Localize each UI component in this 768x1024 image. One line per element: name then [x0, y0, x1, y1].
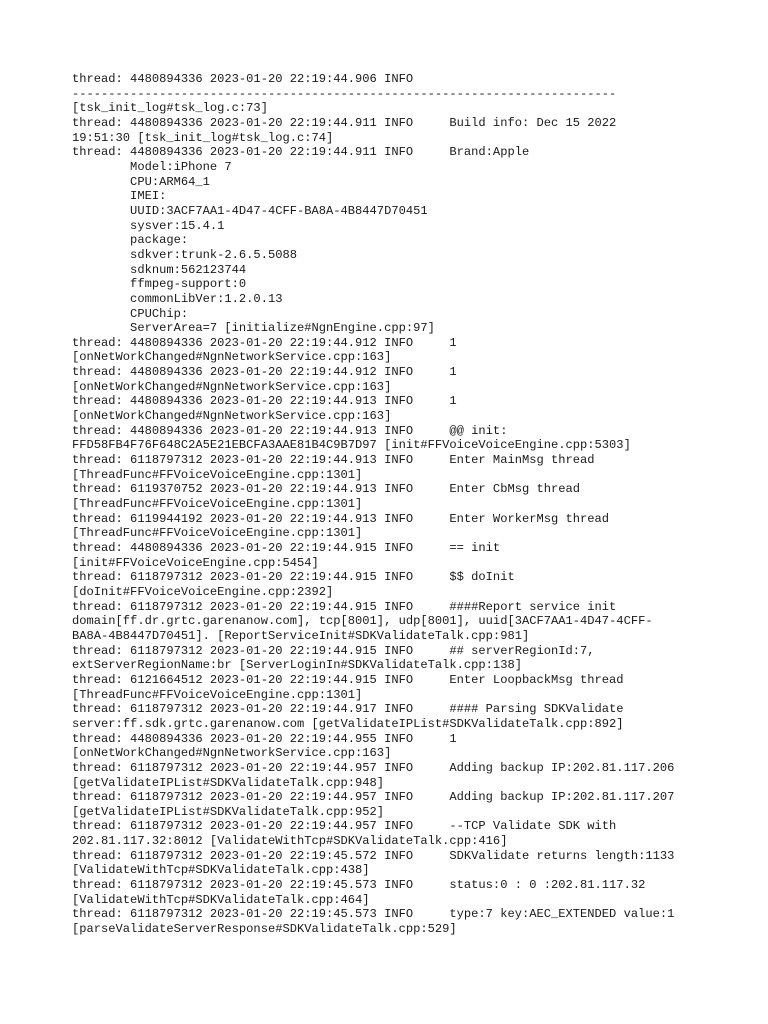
log-line: thread: 6118797312 2023-01-20 22:19:45.573 INFO status:0 : 0 :202.81.117.32 — [72, 878, 646, 893]
log-line: [tsk_init_log#tsk_log.c:73] — [72, 101, 268, 116]
log-line: [getValidateIPList#SDKValidateTalk.cpp:952] — [72, 804, 385, 819]
log-line: thread: 6118797312 2023-01-20 22:19:44.957 INFO Adding backup IP:202.81.117.206 — [72, 760, 675, 775]
log-line: thread: 6118797312 2023-01-20 22:19:44.915 INFO ####Report service init — [72, 599, 617, 614]
log-line: thread: 4480894336 2023-01-20 22:19:44.955 INFO 1 — [72, 731, 457, 746]
log-line: thread: 6118797312 2023-01-20 22:19:44.915 INFO $$ doInit — [72, 570, 515, 585]
log-line: --------------------------------------------------------------------------- — [72, 86, 617, 101]
log-line: FFD58FB4F76F648C2A5E21EBCFA3AAE81B4C9B7D97 [init#FFVoiceVoiceEngine.cpp:5303] — [72, 438, 631, 453]
log-line: [onNetWorkChanged#NgnNetworkService.cpp:163] — [72, 409, 392, 424]
log-line: thread: 4480894336 2023-01-20 22:19:44.911 INFO Brand:Apple — [72, 145, 530, 160]
log-line: [ValidateWithTcp#SDKValidateTalk.cpp:464] — [72, 892, 370, 907]
log-line: thread: 6118797312 2023-01-20 22:19:44.957 INFO --TCP Validate SDK with — [72, 819, 617, 834]
log-line: thread: 4480894336 2023-01-20 22:19:44.906 INFO — [72, 72, 414, 86]
log-line: 202.81.117.32:8012 [ValidateWithTcp#SDKValidateTalk.cpp:416] — [72, 834, 508, 849]
log-line: ServerArea=7 [initialize#NgnEngine.cpp:97] — [72, 321, 435, 336]
log-text — [72, 72, 712, 937]
log-line: [init#FFVoiceVoiceEngine.cpp:5454] — [72, 555, 319, 570]
log-line: thread: 6119944192 2023-01-20 22:19:44.913 INFO Enter WorkerMsg thread — [72, 511, 610, 526]
log-line: ffmpeg-support:0 — [72, 277, 247, 292]
log-line: [onNetWorkChanged#NgnNetworkService.cpp:163] — [72, 379, 392, 394]
log-line: IMEI: — [72, 189, 167, 204]
log-line: [ThreadFunc#FFVoiceVoiceEngine.cpp:1301] — [72, 687, 363, 702]
log-line: [ThreadFunc#FFVoiceVoiceEngine.cpp:1301] — [72, 467, 363, 482]
log-line: thread: 4480894336 2023-01-20 22:19:44.915 INFO == init — [72, 541, 501, 555]
log-line: thread: 6118797312 2023-01-20 22:19:45.572 INFO SDKValidate returns length:1133 — [72, 848, 675, 863]
log-line: thread: 4480894336 2023-01-20 22:19:44.913 INFO 1 — [72, 394, 457, 409]
log-line: sdkver:trunk-2.6.5.5088 — [72, 247, 297, 262]
log-line: [doInit#FFVoiceVoiceEngine.cpp:2392] — [72, 584, 334, 599]
log-line: commonLibVer:1.2.0.13 — [72, 291, 283, 306]
log-line: domain[ff.dr.grtc.garenanow.com], tcp[8001], udp[8001], uuid[3ACF7AA1-4D47-4CFF- — [72, 614, 653, 629]
log-line: Model:iPhone 7 — [72, 159, 232, 174]
log-line: [ValidateWithTcp#SDKValidateTalk.cpp:438] — [72, 863, 370, 878]
log-line: [ThreadFunc#FFVoiceVoiceEngine.cpp:1301] — [72, 497, 363, 512]
log-line: thread: 6121664512 2023-01-20 22:19:44.915 INFO Enter LoopbackMsg thread — [72, 672, 624, 687]
log-line: thread: 6118797312 2023-01-20 22:19:44.913 INFO Enter MainMsg thread — [72, 453, 595, 468]
log-line: thread: 4480894336 2023-01-20 22:19:44.913 INFO @@ init: — [72, 423, 508, 438]
log-line: [ThreadFunc#FFVoiceVoiceEngine.cpp:1301] — [72, 526, 363, 541]
log-line: thread: 6118797312 2023-01-20 22:19:44.957 INFO Adding backup IP:202.81.117.207 — [72, 790, 675, 805]
log-line: CPU:ARM64_1 — [72, 174, 210, 189]
log-line: thread: 6119370752 2023-01-20 22:19:44.913 INFO Enter CbMsg thread — [72, 482, 581, 497]
log-line: sdknum:562123744 — [72, 262, 247, 277]
log-line: thread: 4480894336 2023-01-20 22:19:44.912 INFO 1 — [72, 335, 457, 350]
log-line: BA8A-4B8447D70451]. [ReportServiceInit#SDKValidateTalk.cpp:981] — [72, 628, 530, 643]
log-line: [parseValidateServerResponse#SDKValidateTalk.cpp:529] — [72, 922, 457, 937]
log-line: CPUChip: — [72, 306, 189, 321]
log-line: [onNetWorkChanged#NgnNetworkService.cpp:163] — [72, 746, 392, 761]
log-line: thread: 6118797312 2023-01-20 22:19:44.915 INFO ## serverRegionId:7, — [72, 643, 595, 658]
log-line: thread: 6118797312 2023-01-20 22:19:45.573 INFO type:7 key:AEC_EXTENDED value:1 — [72, 907, 675, 922]
log-line: [onNetWorkChanged#NgnNetworkService.cpp:163] — [72, 350, 392, 365]
log-line: extServerRegionName:br [ServerLoginIn#SDKValidateTalk.cpp:138] — [72, 658, 522, 673]
log-line: 19:51:30 [tsk_init_log#tsk_log.c:74] — [72, 130, 334, 145]
log-line: thread: 4480894336 2023-01-20 22:19:44.911 INFO Build info: Dec 15 2022 — [72, 115, 617, 130]
log-line: package: — [72, 233, 189, 248]
log-line: thread: 6118797312 2023-01-20 22:19:44.917 INFO #### Parsing SDKValidate — [72, 702, 624, 717]
log-line: server:ff.sdk.grtc.garenanow.com [getValidateIPList#SDKValidateTalk.cpp:892] — [72, 716, 624, 731]
log-line: sysver:15.4.1 — [72, 218, 225, 233]
log-line: thread: 4480894336 2023-01-20 22:19:44.912 INFO 1 — [72, 365, 457, 380]
log-line: UUID:3ACF7AA1-4D47-4CFF-BA8A-4B8447D70451 — [72, 203, 428, 218]
log-line: [getValidateIPList#SDKValidateTalk.cpp:948] — [72, 775, 385, 790]
